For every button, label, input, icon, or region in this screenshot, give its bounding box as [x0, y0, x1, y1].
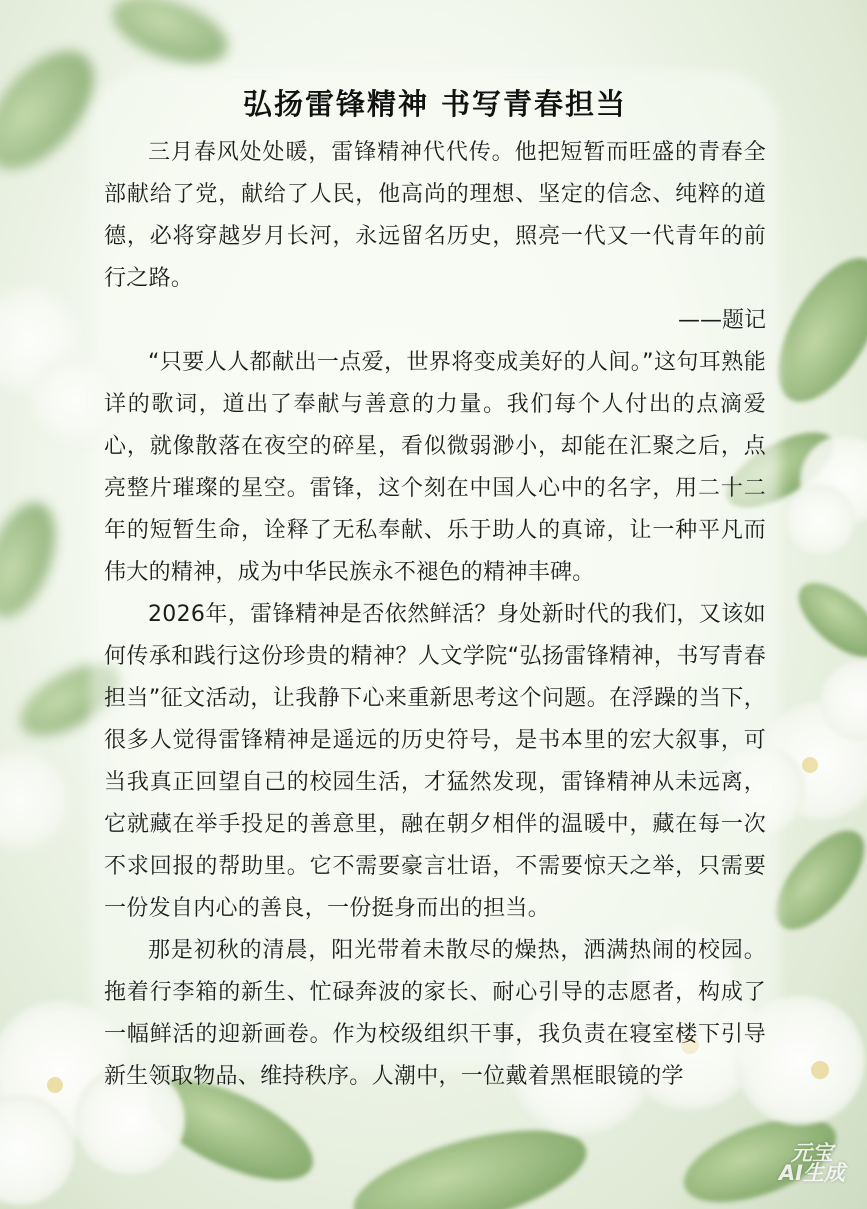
- paragraph-2: 2026年，雷锋精神是否依然鲜活？身处新时代的我们，又该如何传承和践行这份珍贵的精神？人文学院“弘扬雷锋精神，书写青春担当”征文活动，让我静下心来重新思考这个问题。在浮躁的当下，很多人觉得雷锋精神是遥远的历史符号，是书本里的宏大叙事，可当我真正回望自己的校园生活，才猛然发现，雷锋精神从未远离，它就藏在举手投足的善意里，融在朝夕相伴的温暖中，藏在每一次不求回报的帮助里。它不需要豪言壮语，不需要惊天之举，只需要一份发自内心的善良，一份挺身而出的担当。: [104, 602, 766, 921]
- article: [104, 86, 766, 1098]
- epigraph-signature: ——题记: [677, 308, 766, 333]
- paragraph-3: 那是初秋的清晨，阳光带着未散尽的燥热，洒满热闹的校园。拖着行李箱的新生、忙碌奔波的家长、耐心引导的志愿者，构成了一幅鲜活的迎新画卷。作为校级组织干事，我负责在寝室楼下引导新生领取物品、维持秩序。人潮中，一位戴着黑框眼镜的学: [104, 938, 766, 1089]
- ai-generated-watermark: [779, 1143, 845, 1183]
- paragraph-1: “只要人人都献出一点爱，世界将变成美好的人间。”这句耳熟能详的歌词，道出了奉献与善意的力量。我们每个人付出的点滴爱心，就像散落在夜空的碎星，看似微弱渺小，却能在汇聚之后，点亮整片璀璨的星空。雷锋，这个刻在中国人心中的名字，用二十二年的短暂生命，诠释了无私奉献、乐于助人的真谛，让一种平凡而伟大的精神，成为中华民族永不褪色的精神丰碑。: [104, 350, 766, 585]
- article-title: 弘扬雷锋精神 书写青春担当: [242, 87, 628, 121]
- watermark-line-2: AI生成: [778, 1161, 845, 1185]
- watermark-line-1: 元宝: [790, 1141, 833, 1165]
- epigraph: 三月春风处处暖，雷锋精神代代传。他把短暂而旺盛的青春全部献给了党，献给了人民，他高尚的理想、坚定的信念、纯粹的道德，必将穿越岁月长河，永远留名历史，照亮一代又一代青年的前行之路。: [104, 140, 766, 291]
